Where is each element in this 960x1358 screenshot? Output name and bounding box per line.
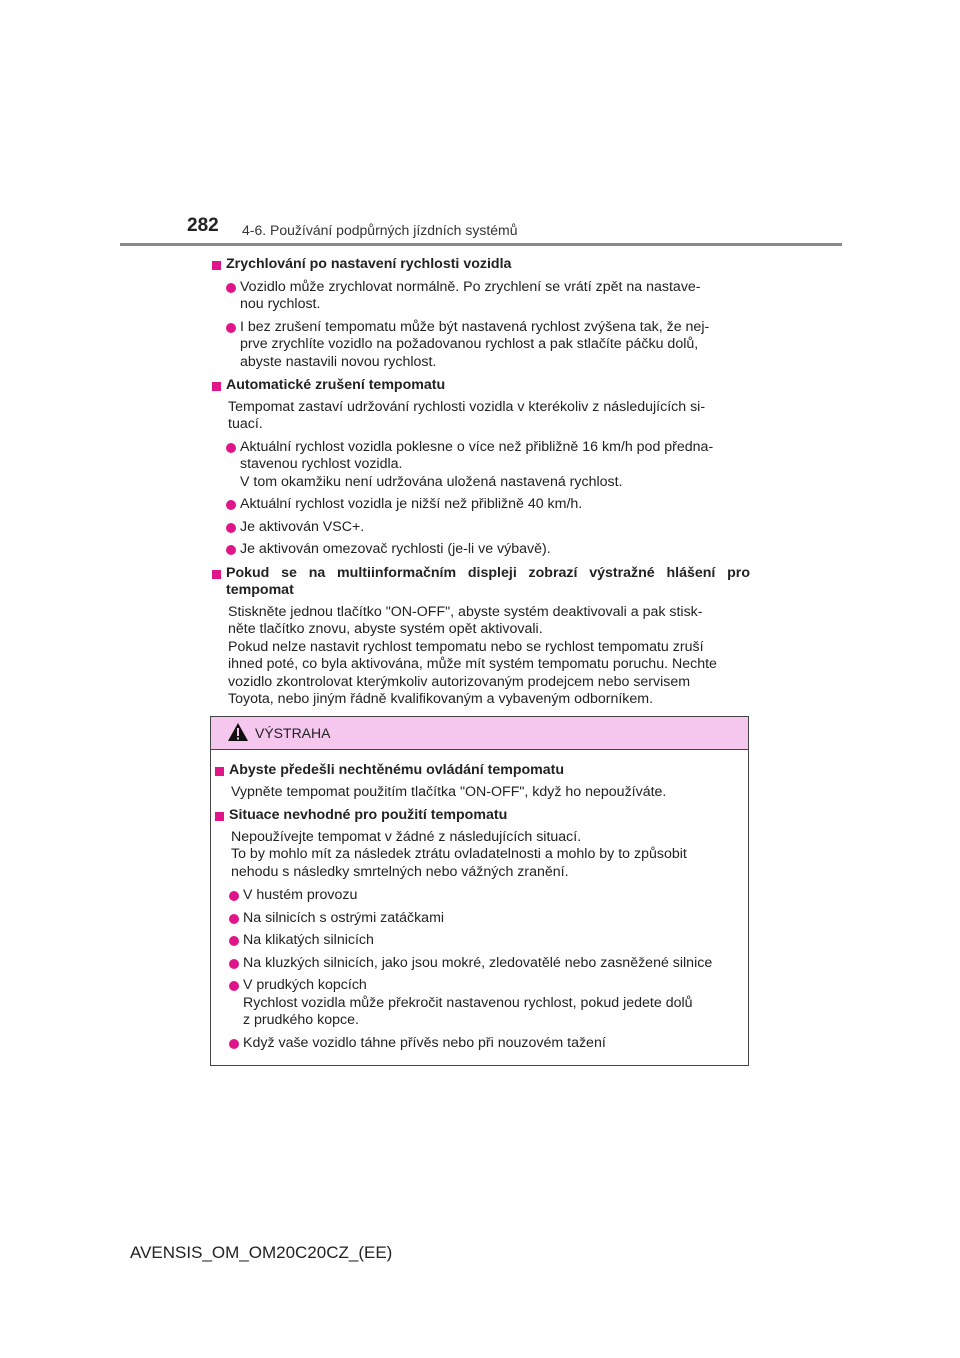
circle-bullet-icon [226, 443, 236, 453]
list-item: Aktuální rychlost vozidla poklesne o více než přibližně 16 km/h pod předna- stavenou rychlost vozidla. V tom okamžiku není udržována uložená nastavená rychlost. [210, 439, 750, 492]
paragraph: Tempomat zastaví udržování rychlosti vozidla v kterékoliv z následujících si- tuací. [228, 398, 706, 432]
square-bullet-icon [215, 812, 224, 821]
circle-bullet-icon [229, 936, 239, 946]
square-bullet-icon [215, 767, 224, 776]
paragraph: Vypněte tempomat použitím tlačítka "ON-OFF", když ho nepoužíváte. [231, 783, 667, 800]
square-bullet-icon [212, 261, 221, 270]
circle-bullet-icon [226, 500, 236, 510]
section-heading: Pokud se na multiinformačním displeji zobrazí výstražné hlášení pro tempomat [210, 565, 750, 600]
section-title: 4-6. Používání podpůrných jízdních systémů [242, 222, 518, 238]
list-item: Na silnicích s ostrými zatáčkami [213, 910, 738, 928]
square-bullet-icon [212, 570, 221, 579]
header-divider [120, 243, 842, 246]
list-item: V hustém provozu [213, 887, 738, 905]
list-item: Je aktivován VSC+. [210, 519, 750, 537]
circle-bullet-icon [229, 914, 239, 924]
list-item: Na klikatých silnicích [213, 932, 738, 950]
page-number: 282 [187, 215, 219, 236]
main-content [210, 254, 750, 709]
circle-bullet-icon [229, 1039, 239, 1049]
warning-title: VÝSTRAHA [255, 725, 331, 741]
list-item: Na kluzkých silnicích, jako jsou mokré, zledovatělé nebo zasněžené silnice [213, 955, 738, 973]
circle-bullet-icon [229, 891, 239, 901]
section-heading: Automatické zrušení tempomatu [210, 377, 750, 395]
list-item: I bez zrušení tempomatu může být nastavená rychlost zvýšena tak, že nej- prve zrychlíte vozidlo na požadovanou rychlost a pak stlačíte páčku dolů, abyste nastavili novou rychlost. [210, 319, 750, 372]
warning-header [211, 717, 748, 750]
square-bullet-icon [212, 382, 221, 391]
list-item: Aktuální rychlost vozidla je nižší než přibližně 40 km/h. [210, 496, 750, 514]
circle-bullet-icon [229, 981, 239, 991]
section-heading: Zrychlování po nastavení rychlosti vozidla [210, 256, 750, 274]
circle-bullet-icon [226, 523, 236, 533]
circle-bullet-icon [226, 283, 236, 293]
list-item: Je aktivován omezovač rychlosti (je-li ve výbavě). [210, 541, 750, 559]
list-item: Vozidlo může zrychlovat normálně. Po zrychlení se vrátí zpět na nastave- nou rychlost. [210, 279, 750, 314]
warning-box [210, 716, 749, 1066]
list-item: Když vaše vozidlo táhne přívěs nebo při nouzovém tažení [213, 1035, 738, 1053]
warning-triangle-icon [227, 722, 249, 742]
warning-body [211, 750, 748, 1052]
circle-bullet-icon [226, 323, 236, 333]
list-item: V prudkých kopcích Rychlost vozidla může překročit nastavenou rychlost, pokud jedete dolů z prudkého kopce. [213, 977, 738, 1030]
circle-bullet-icon [229, 959, 239, 969]
warning-heading: Abyste předešli nechtěnému ovládání tempomatu [213, 762, 738, 780]
paragraph: Nepoužívejte tempomat v žádné z následujících situací. To by mohlo mít za následek ztrátu ovladatelnosti a mohlo by to způsobit nehodu s následky smrtelných nebo vážných zranění. [231, 828, 687, 880]
warning-heading: Situace nevhodné pro použití tempomatu [213, 807, 738, 825]
document-code: AVENSIS_OM_OM20C20CZ_(EE) [130, 1243, 393, 1262]
paragraph: Stiskněte jednou tlačítko "ON-OFF", abyste systém deaktivovali a pak stisk- něte tlačítko znovu, abyste systém opět aktivovali. Pokud nelze nastavit rychlost tempomatu nebo se rychlost tempomatu zruší ihned poté, co byla aktivována, může mít systém tempomatu poruchu. Nechte vozidlo zkontrolovat kterýmkoliv autorizovaným prodejcem nebo servisem Toyota, nebo jiným řádně kvalifikovaným a vybaveným odborníkem. [228, 603, 717, 707]
circle-bullet-icon [226, 545, 236, 555]
